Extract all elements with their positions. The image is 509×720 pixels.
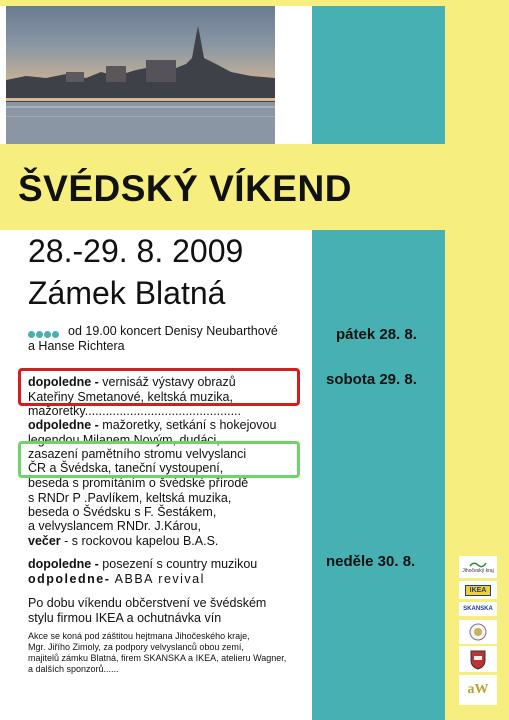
- highlight-red-box: [18, 368, 300, 406]
- saturday-afternoon-line-6: s RNDr P .Pavlíkem, keltská muzika,: [28, 491, 232, 505]
- photo-side-white: [275, 6, 312, 144]
- coat-of-arms-icon: [459, 646, 497, 672]
- teal-column: [312, 6, 445, 720]
- poster-title: ŠVÉDSKÝ VÍKEND: [18, 168, 352, 209]
- event-place: Zámek Blatná: [28, 275, 226, 311]
- saturday-afternoon-line-4: ČR a Švédska, taneční vystoupení,: [28, 461, 224, 475]
- jihocesky-kraj-logo: Jihočeský kraj: [459, 556, 497, 578]
- skanska-logo: SKANSKA: [459, 602, 497, 616]
- emblem-1-icon: [459, 620, 497, 644]
- saturday-afternoon: odpoledne - mažoretky, setkání s hokejovou: [28, 418, 277, 432]
- saturday-afternoon-line-7: beseda o Švédsku s F. Šestákem,: [28, 505, 217, 519]
- saturday-afternoon-line-3: zasazení pamětního stromu velvyslanci: [28, 447, 247, 461]
- saturday-afternoon-line-2: legendou Milanem Novým, dudáci,: [28, 433, 220, 447]
- refreshment-line-1: Po dobu víkendu občerstvení ve švédském: [28, 596, 267, 610]
- day-saturday: sobota 29. 8.: [326, 371, 417, 388]
- saturday-morning-line-2: Kateřiny Smetanové, keltská muzika,: [28, 390, 233, 404]
- ikea-logo: IKEA: [459, 581, 497, 599]
- friday-line-2: a Hanse Richtera: [28, 339, 125, 353]
- sunday-morning: dopoledne - posezení s country muzikou: [28, 557, 258, 571]
- day-sunday: neděle 30. 8.: [326, 553, 416, 570]
- event-date: 28.-29. 8. 2009: [28, 233, 244, 269]
- footnote: Akce se koná pod záštitou hejtmana Jihočeského kraje, Mgr. Jiřího Zimoly, za podpory velvyslanců obou zemí, majitelů zámku Blatná, firem SKANSKA a IKEA, atelieru Wagner, a dalších sponzorů......: [28, 631, 287, 674]
- saturday-morning: dopoledne - vernisáž výstavy obrazů: [28, 375, 236, 389]
- stockholm-photo: [6, 6, 275, 144]
- saturday-afternoon-line-8: a velvyslancem RNDr. J.Károu,: [28, 519, 201, 533]
- saturday-evening: večer - s rockovou kapelou B.A.S.: [28, 534, 219, 548]
- saturday-afternoon-line-5: beseda s promítáním o švédské přírodě: [28, 476, 249, 490]
- saturday-morning-line-3: mažoretky.............................................: [28, 404, 242, 418]
- wave-icon: [469, 560, 487, 568]
- day-friday: pátek 28. 8.: [336, 326, 417, 343]
- friday-line-1: od 19.00 koncert Denisy Neubarthové: [68, 324, 278, 338]
- av-logo: aW: [459, 675, 497, 705]
- sunday-afternoon: odpoledne- ABBA revival: [28, 572, 205, 586]
- highlight-green-box: [18, 441, 300, 478]
- refreshment-line-2: stylu firmou IKEA a ochutnávka vín: [28, 611, 222, 625]
